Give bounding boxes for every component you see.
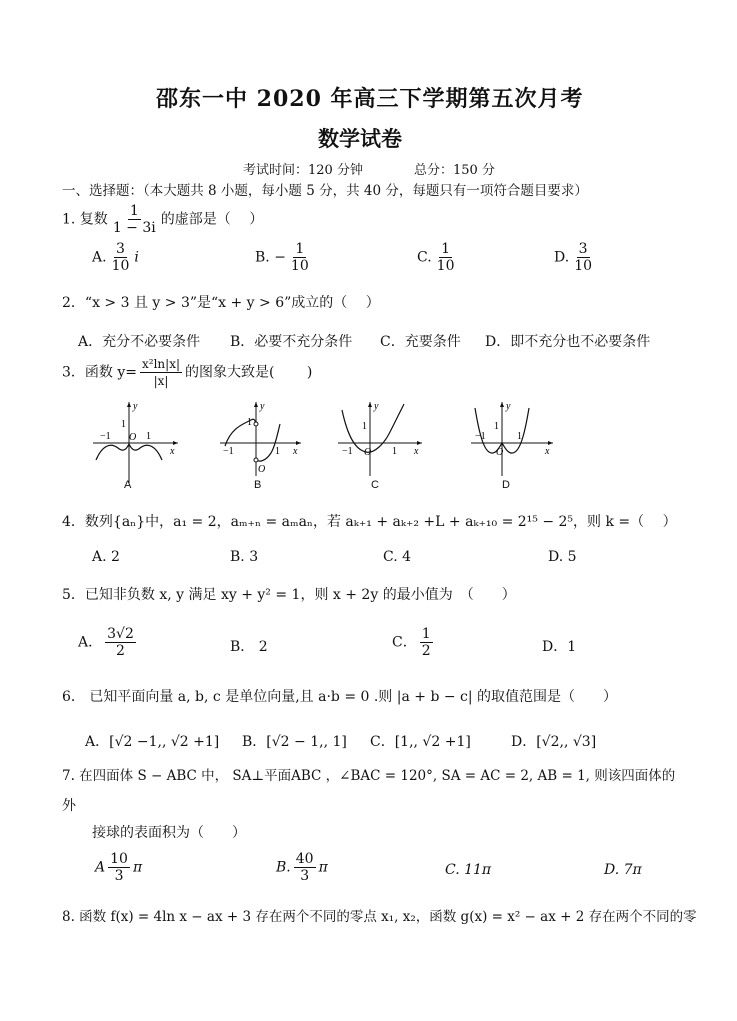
question-2: 2．“x > 3 且 y > 3”是“x + y > 6”成立的（ ） xyxy=(62,295,380,311)
exam-subtitle: 数学试卷 xyxy=(318,126,402,151)
total-score: 总分：150 分 xyxy=(414,163,495,178)
graph-a-y-label: y xyxy=(133,401,138,412)
q3-graph-c-label: C xyxy=(371,479,379,491)
section-heading: 一、选择题：（本大题共 8 小题，每小题 5 分，共 40 分，每题只有一项符合题目要求） xyxy=(62,183,588,199)
graph-d-tick-one: 1 xyxy=(494,421,499,432)
graph-c-x-label: x xyxy=(414,446,419,457)
q6-option-a[interactable]: A．[√2 −1,, √2 +1] xyxy=(85,734,220,750)
q3-graph-d[interactable] xyxy=(467,398,557,480)
q5-option-a[interactable]: A． $\frac{3√2}{2}$ xyxy=(78,626,134,659)
graph-c-origin: O xyxy=(364,447,372,458)
q3-graph-b[interactable] xyxy=(215,398,305,480)
graph-c-tick-neg: −1 xyxy=(342,446,353,457)
graph-a-origin: O xyxy=(129,432,137,443)
graph-b-origin: O xyxy=(258,464,266,475)
q1-option-b[interactable]: B. − $\frac{1}{10}$ xyxy=(255,241,309,274)
exam-time: 考试时间：120 分钟 xyxy=(243,163,363,178)
q1-option-c[interactable]: C. $\frac{1}{10}$ xyxy=(417,241,455,274)
q7-option-c[interactable]: C. 11π xyxy=(445,862,492,878)
question-7-wrap: 外 xyxy=(62,798,76,814)
question-3: 3．函数 y= $\frac{\text{x²ln|x|}}{|x|}$ 的图象大致是( ) xyxy=(62,357,313,388)
graph-a-tick-pos: 1 xyxy=(146,431,151,442)
q2-option-a[interactable]: A．充分不必要条件 xyxy=(78,334,201,350)
q2-option-d[interactable]: D．即不充分也不必要条件 xyxy=(485,334,651,350)
q7-option-b[interactable]: B. $\frac{40}{3}$ π xyxy=(276,851,328,884)
graph-d-tick-pos: 1 xyxy=(517,431,522,442)
graph-a-x-label: x xyxy=(170,446,175,457)
graph-a-tick-one: 1 xyxy=(121,419,126,430)
q4-option-d[interactable]: D. 5 xyxy=(548,549,577,565)
q5-option-d[interactable]: D．1 xyxy=(542,639,577,655)
graph-d-tick-neg: −1 xyxy=(475,431,486,442)
exam-title: 邵东一中 2020 年高三下学期第五次月考 xyxy=(156,86,584,112)
question-6: 6． 已知平面向量 a, b, c 是单位向量,且 a·b = 0 .则 |a + b − c| 的取值范围是（ ） xyxy=(62,689,618,705)
graph-a-tick-neg: −1 xyxy=(100,431,111,442)
q1-option-d[interactable]: D. $\frac{3}{10}$ xyxy=(554,241,593,274)
graph-b-tick-pos: 1 xyxy=(275,446,280,457)
graph-c-y-label: y xyxy=(374,401,379,412)
graph-b-y-label: y xyxy=(260,401,265,412)
q6-option-b[interactable]: B．[√2 − 1,, 1] xyxy=(242,734,347,750)
q4-option-a[interactable]: A. 2 xyxy=(92,549,120,565)
graph-b-tick-neg: −1 xyxy=(223,446,234,457)
q5-option-c[interactable]: C． $\frac{1}{2}$ xyxy=(392,626,431,659)
q1-option-a[interactable]: A. $\frac{3}{10}$ i xyxy=(92,241,139,274)
q7-option-d[interactable]: D. 7π xyxy=(604,862,642,878)
q2-option-b[interactable]: B．必要不充分条件 xyxy=(230,334,353,350)
q7-option-a[interactable]: A $\frac{10}{3}$ π xyxy=(95,851,143,884)
graph-c-tick-pos: 1 xyxy=(392,446,397,457)
graph-d-y-label: y xyxy=(506,401,511,412)
q3-graph-d-label: D xyxy=(502,479,510,491)
q6-option-c[interactable]: C．[1,, √2 +1] xyxy=(370,734,471,750)
q4-option-b[interactable]: B. 3 xyxy=(230,549,259,565)
q3-graph-b-label: B xyxy=(254,479,262,491)
graph-d-origin: O xyxy=(496,447,504,458)
question-8: 8. 函数 f(x) = 4ln x − ax + 3 存在两个不同的零点 x₁, x₂，函数 g(x) = x² − ax + 2 存在两个不同的零 xyxy=(62,909,697,925)
question-7-cont: 接球的表面积为（ ） xyxy=(92,825,246,841)
question-5: 5．已知非负数 x, y 满足 xy + y² = 1，则 x + 2y 的最小值为 （ ） xyxy=(62,587,516,603)
graph-c-tick-one: 1 xyxy=(362,421,367,432)
q3-graph-c[interactable] xyxy=(334,398,426,480)
question-4: 4．数列{aₙ}中，a₁ = 2，aₘ₊ₙ = aₘaₙ，若 aₖ₊₁ + aₖ₊₂ +L + aₖ₊₁₀ = 2¹⁵ − 2⁵，则 k =（ ） xyxy=(62,514,677,530)
q5-option-b[interactable]: B． 2 xyxy=(230,639,268,655)
q6-option-d[interactable]: D．[√2,, √3] xyxy=(511,734,597,750)
graph-d-x-label: x xyxy=(545,446,550,457)
q3-graph-a-label: A xyxy=(124,479,132,491)
graph-b-tick-one: 1 xyxy=(247,417,252,428)
q2-option-c[interactable]: C．充要条件 xyxy=(380,334,461,350)
q3-graph-a[interactable] xyxy=(88,398,183,490)
question-7: 7. 在四面体 S − ABC 中， SA⊥平面ABC ，∠BAC = 120°, SA = AC = 2, AB = 1, 则该四面体的 xyxy=(62,768,676,784)
q4-option-c[interactable]: C. 4 xyxy=(383,549,412,565)
graph-b-x-label: x xyxy=(293,446,298,457)
question-1: 1. 复数 $\frac{1}{1 - 3i}$ 的虚部是（ ） xyxy=(62,203,264,236)
